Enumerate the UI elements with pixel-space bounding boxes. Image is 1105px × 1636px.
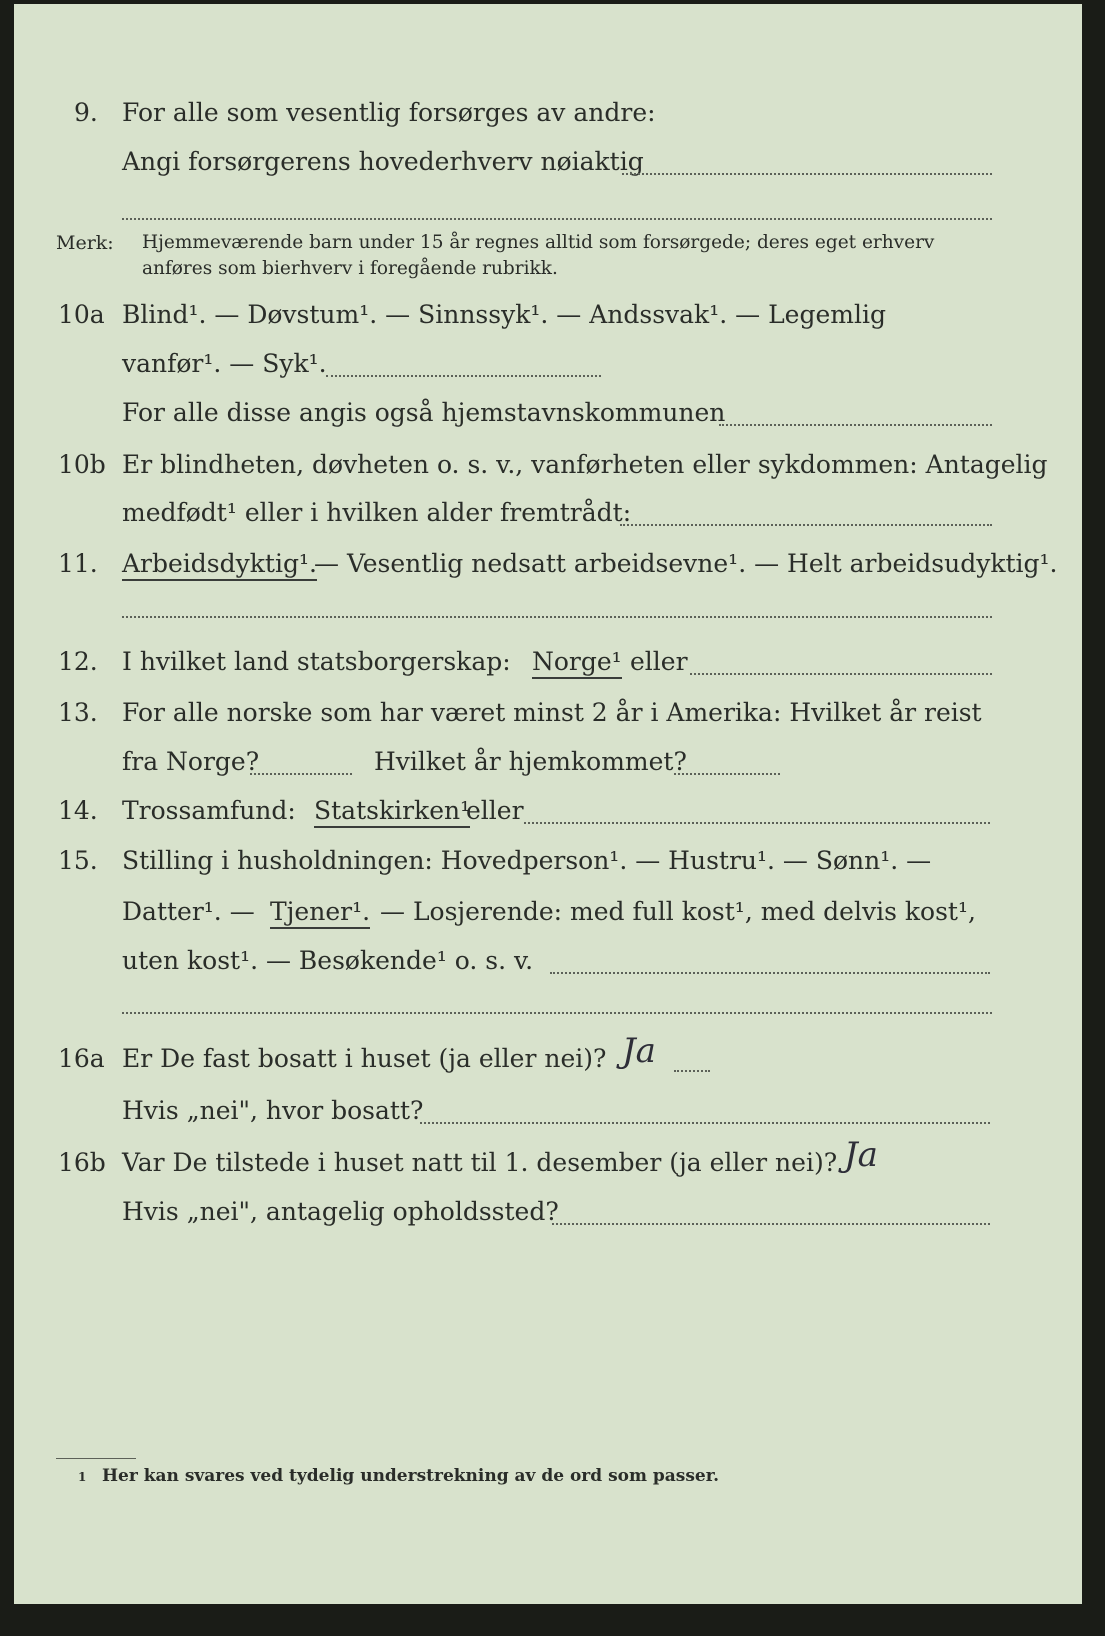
q15-answer-line[interactable] — [550, 972, 990, 974]
q13-number: 13. — [58, 698, 98, 727]
q12-text-eller: eller — [630, 647, 688, 676]
q13-hjemkommet-line[interactable] — [674, 773, 780, 775]
q9-number: 9. — [74, 98, 98, 127]
merk-text-1: Hjemmeværende barn under 15 år regnes alltid som forsørgede; deres eget erhverv — [142, 232, 935, 253]
q16b-answer[interactable]: Ja — [844, 1135, 878, 1175]
q9-text-2: Angi forsørgerens hovederhverv nøiaktig — [122, 147, 644, 176]
q14-number: 14. — [58, 796, 98, 825]
footnote-rule — [56, 1458, 136, 1459]
footnote-text: Her kan svares ved tydelig understrekning av de ord som passer. — [102, 1466, 720, 1486]
q10b-number: 10b — [58, 450, 106, 479]
q12-answer-line[interactable] — [690, 673, 992, 675]
q16a-answer-line[interactable] — [674, 1070, 710, 1072]
q15-text: Stilling i husholdningen: Hovedperson¹. — Hustru¹. — Sønn¹. — — [122, 846, 932, 875]
q11-number: 11. — [58, 549, 98, 578]
q13-text-2a: fra Norge? — [122, 747, 260, 776]
q15-text-2a: Datter¹. — — [122, 897, 255, 926]
q10a-text-2: vanfør¹. — Syk¹. — [122, 349, 327, 378]
q13-reist-line[interactable] — [250, 773, 352, 775]
footnote-mark: 1 — [78, 1470, 87, 1484]
q14-text: Trossamfund: — [122, 796, 296, 825]
q10b-text: Er blindheten, døvheten o. s. v., vanførheten eller sykdommen: Antagelig — [122, 450, 1048, 479]
q15-text-3: uten kost¹. — Besøkende¹ o. s. v. — [122, 946, 534, 975]
q10a-text-3: For alle disse angis også hjemstavnskommunen — [122, 398, 726, 427]
q9-text: For alle som vesentlig forsørges av andre: — [122, 98, 656, 127]
q16b-opholdssted-line[interactable] — [552, 1223, 990, 1225]
q13-text: For alle norske som har været minst 2 år i Amerika: Hvilket år reist — [122, 698, 982, 727]
q12-option-norge[interactable]: Norge¹ — [532, 647, 622, 679]
q14-option-statskirken[interactable]: Statskirken¹ — [314, 796, 470, 828]
q13-text-2b: Hvilket år hjemkommet? — [374, 747, 687, 776]
merk-text-2: anføres som bierhverv i foregående rubrikk. — [142, 258, 558, 279]
q10a-kommune-line[interactable] — [719, 424, 992, 426]
q11-text: — Vesentlig nedsatt arbeidsevne¹. — Helt arbeidsudyktig¹. — [314, 549, 1058, 578]
q10a-text: Blind¹. — Døvstum¹. — Sinnssyk¹. — Andssvak¹. — Legemlig — [122, 300, 886, 329]
q10b-answer-line[interactable] — [620, 524, 992, 526]
q14-text-eller: eller — [466, 796, 524, 825]
q16b-number: 16b — [58, 1148, 106, 1177]
q16b-text-2: Hvis „nei", antagelig opholdssted? — [122, 1197, 559, 1226]
q15-option-tjener[interactable]: Tjener¹. — [270, 897, 370, 929]
q12-text: I hvilket land statsborgerskap: — [122, 647, 511, 676]
q10b-text-2: medfødt¹ eller i hvilken alder fremtrådt: — [122, 498, 632, 527]
q11-option-arbeidsdyktig[interactable]: Arbeidsdyktig¹. — [122, 549, 317, 581]
q15-number: 15. — [58, 846, 98, 875]
q15-answer-line-2[interactable] — [122, 1012, 992, 1014]
merk-label: Merk: — [56, 232, 114, 254]
q11-answer-line[interactable] — [122, 616, 992, 618]
census-form-page — [14, 4, 1082, 1604]
q9-answer-line-2[interactable] — [122, 218, 992, 220]
q10a-answer-line[interactable] — [326, 375, 601, 377]
q16a-number: 16a — [58, 1044, 105, 1073]
q9-answer-line[interactable] — [622, 173, 992, 175]
q10a-number: 10a — [58, 300, 105, 329]
q16a-text: Er De fast bosatt i huset (ja eller nei)? — [122, 1044, 607, 1073]
q16a-bosatt-line[interactable] — [420, 1122, 990, 1124]
q16a-answer[interactable]: Ja — [622, 1031, 656, 1071]
q14-answer-line[interactable] — [524, 822, 990, 824]
q15-text-2b: — Losjerende: med full kost¹, med delvis kost¹, — [380, 897, 976, 926]
q12-number: 12. — [58, 647, 98, 676]
q16b-text: Var De tilstede i huset natt til 1. desember (ja eller nei)? — [122, 1148, 838, 1177]
q16a-text-2: Hvis „nei", hvor bosatt? — [122, 1096, 424, 1125]
